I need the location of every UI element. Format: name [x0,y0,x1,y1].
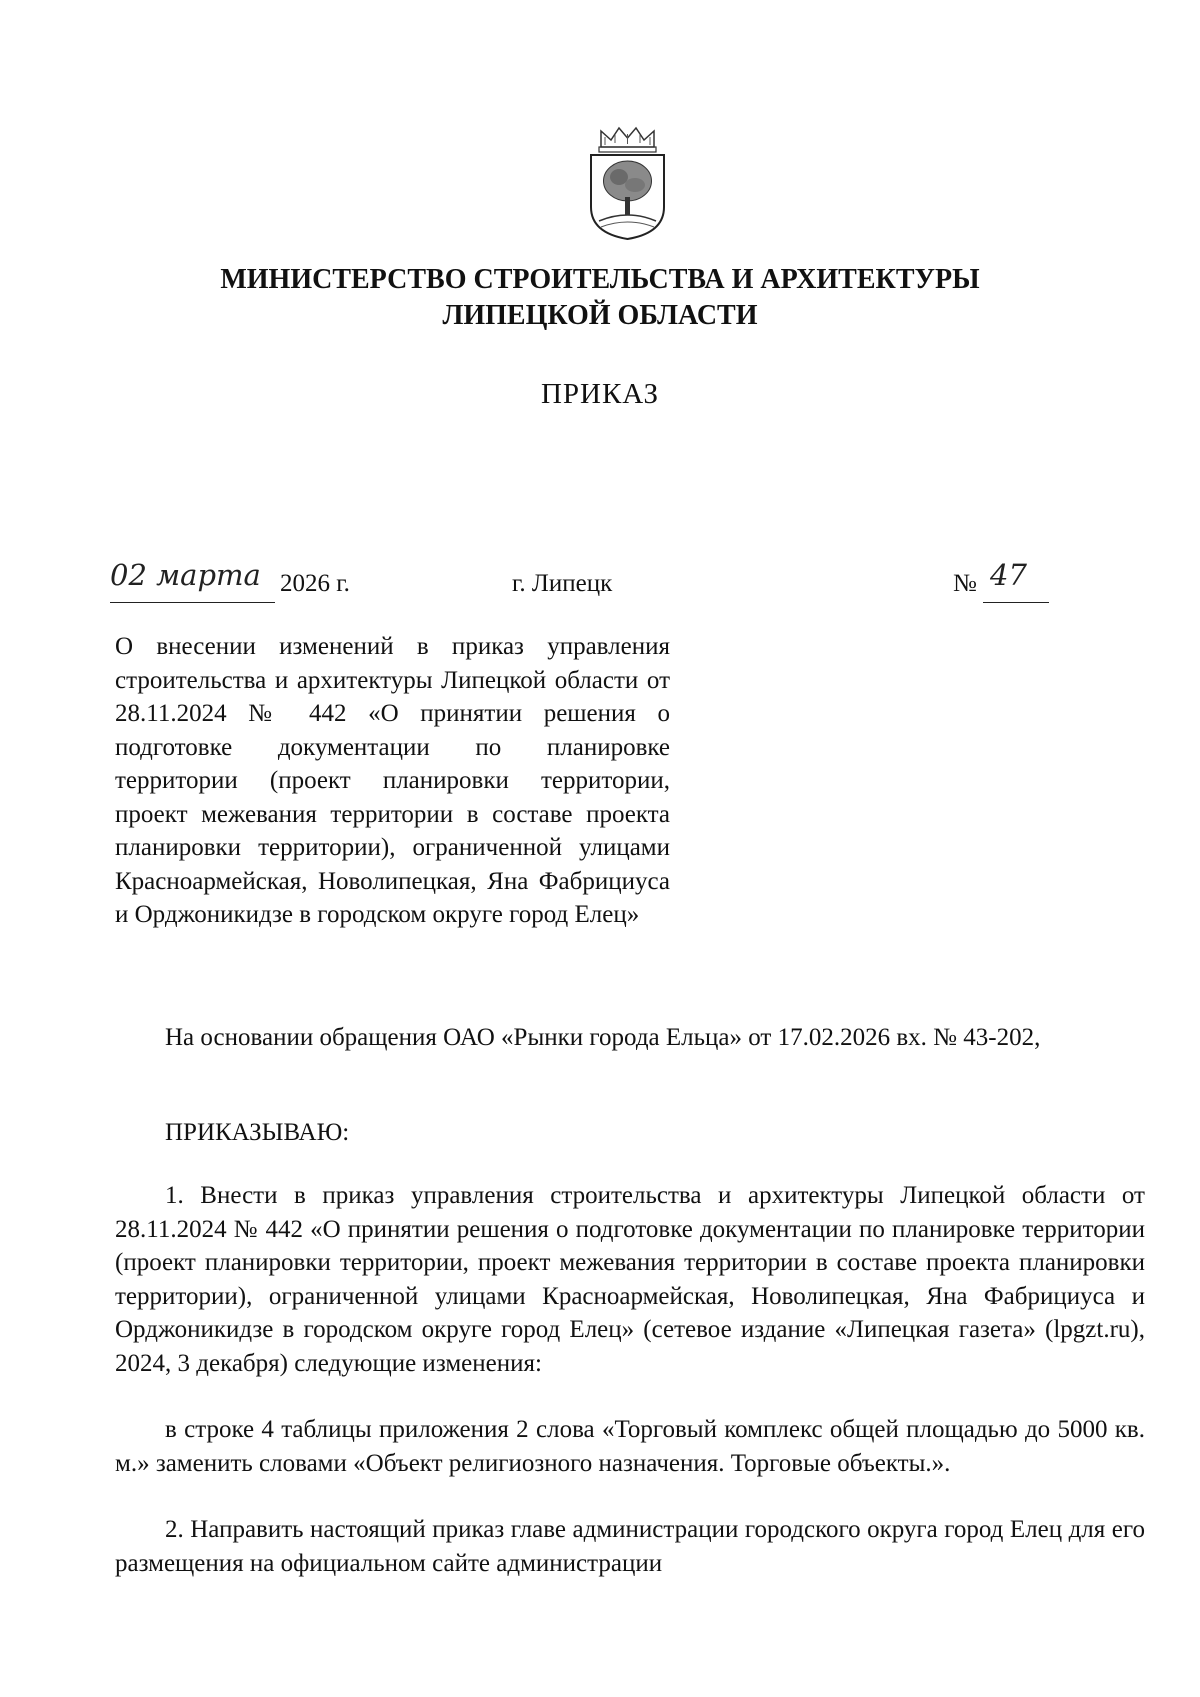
number-handwritten: 47 [990,558,1027,592]
number-prefix: № [953,570,977,597]
document-type-title: ПРИКАЗ [540,378,660,410]
order-item-2: 2. Направить настоящий приказ главе администрации городского округа город Елец для его размещения на официальном сайте администрации [115,1516,1145,1577]
ministry-name-line2: ЛИПЕЦКОЙ ОБЛАСТИ [442,300,758,331]
subject-block: О внесении изменений в приказ управления строительства и архитектуры Липецкой области от 28.11.2024 № 442 «О принятии решения о подготовке документации по планировке территории (проект планировки территории, проект межевания территории в составе проекта планировки территории), ограниченной улицами Красноармейская, Новолипецкая, Яна Фабрициуса и Орджоникидзе в городском округе город Елец» [115,633,670,928]
order-item-1-change: в строке 4 таблицы приложения 2 слова «Торговый комплекс общей площадью до 5000 кв. м.» заменить словами «Объект религиозного назначения. Торговые объекты.». [115,1416,1145,1477]
ministry-name-line1: МИНИСТЕРСТВО СТРОИТЕЛЬСТВА И АРХИТЕКТУРЫ [220,264,980,295]
date-city-number-row [110,558,1130,610]
basis-paragraph: На основании обращения ОАО «Рынки города Ельца» от 17.02.2026 вх. № 43-202, [165,1024,1041,1051]
date-handwritten: 02 марта [110,558,261,592]
city-text: г. Липецк [512,570,613,597]
order-word: ПРИКАЗЫВАЮ: [165,1119,350,1146]
year-text: 2026 г. [280,570,350,597]
coat-of-arms-emblem [585,125,670,243]
order-item-1: 1. Внести в приказ управления строительства и архитектуры Липецкой области от 28.11.2024 № 442 «О принятии решения о подготовке документации по планировке территории (проект планировки территории, проект межевания территории в составе проекта планировки территории), ограниченной улицами Красноармейская, Новолипецкая, Яна Фабрициуса и Орджоникидзе в городском округе город Елец» (сетевое издание «Липецкая газета» (lpgzt.ru), 2024, 3 декабря) следующие изменения: [115,1182,1145,1377]
